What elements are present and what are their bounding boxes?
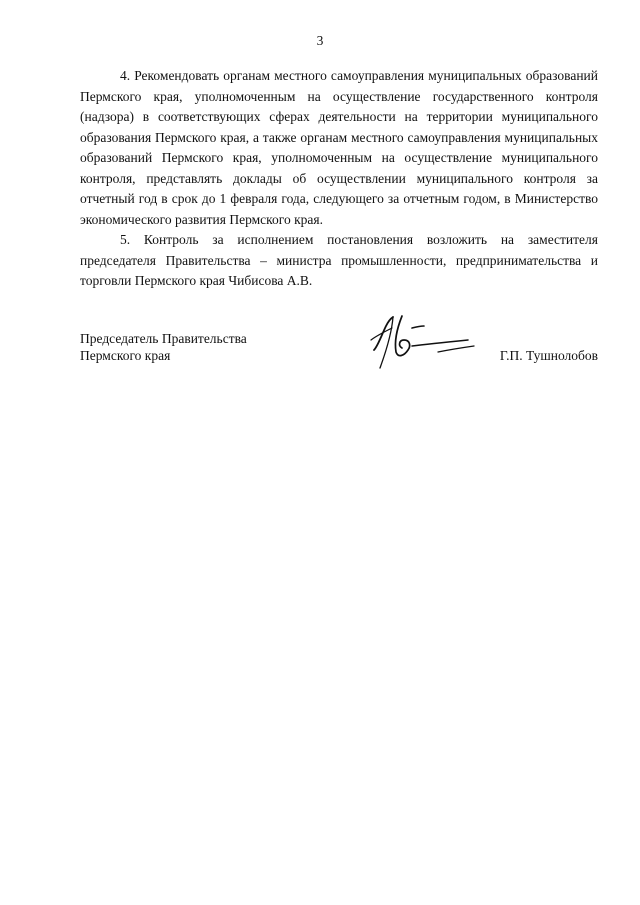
signer-title (80, 330, 247, 364)
signer-name: Г.П. Тушнолобов (499, 348, 598, 363)
paragraph-5: 5. Контроль за исполнением постановления возложить на заместителя председателя Правительства – министра промышленности, предпринимательства и торговли Пермского края Чибисова А.В. (80, 232, 598, 288)
document-body (80, 66, 598, 292)
signer-title-line2: Пермского края (80, 348, 171, 363)
handwritten-signature (368, 306, 480, 372)
signature-block (80, 330, 598, 380)
page-number: 3 (316, 33, 324, 48)
signer-title-line1: Председатель Правительства (80, 331, 247, 346)
paragraph-4: 4. Рекомендовать органам местного самоуправления муниципальных образований Пермского края, уполномоченным на осуществление государственного контроля (надзора) в соответствующих сферах деятельности на территории муниципального образования Пермского края, а также органам местного самоуправления муниципальных образований Пермского края, уполномоченным на осуществление муниципального контроля, представлять доклады об осуществлении муниципального контроля за отчетный год в срок до 1 февраля года, следующего за отчетным годом, в Министерство экономического развития Пермского края. (80, 68, 598, 227)
